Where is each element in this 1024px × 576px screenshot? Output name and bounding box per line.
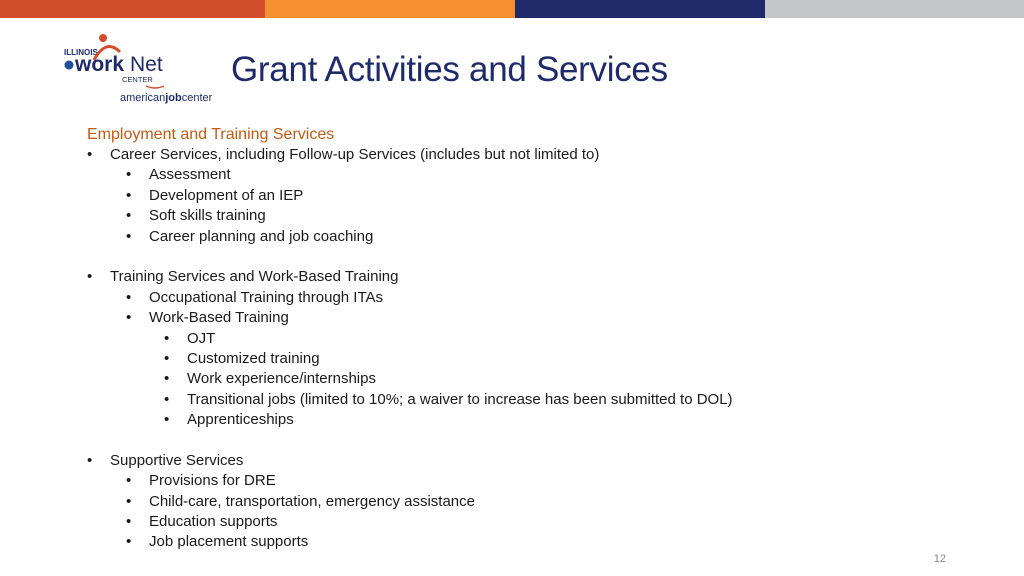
color-bar-segment-gray: [765, 0, 1024, 18]
list-item-level1: • Career Services, including Follow-up Services (includes but not limited to): [87, 145, 733, 165]
list-item-level2: • Assessment: [87, 165, 733, 185]
bullet: •: [87, 146, 93, 163]
bullet: •: [164, 329, 170, 347]
bullet: •: [126, 472, 132, 490]
logo-net-text: Net: [130, 53, 163, 76]
list-item-level2: • Career planning and job coaching: [87, 227, 733, 247]
logo-ajc-text: americanjobcenter: [120, 92, 213, 104]
logo-center-text: CENTER: [122, 75, 153, 84]
bullet: •: [164, 390, 170, 408]
section-heading: Employment and Training Services: [87, 126, 335, 143]
bullet: •: [126, 533, 132, 551]
bullet: •: [126, 288, 132, 306]
logo-dot: [65, 61, 74, 70]
list-item-level2: • Work-Based Training: [87, 308, 733, 328]
bullet: •: [87, 268, 93, 286]
list-item-level3: • Apprenticeships: [87, 410, 733, 430]
illinois-worknet-logo: [60, 30, 220, 108]
logo-ajc-swoosh: [146, 86, 164, 88]
list-item-level2: • Child-care, transportation, emergency assistance: [87, 492, 733, 512]
slide-title: Grant Activities and Services: [231, 50, 668, 89]
bullet: •: [87, 451, 93, 469]
list-item-level2: • Occupational Training through ITAs: [87, 288, 733, 308]
top-color-bar: [0, 0, 1024, 18]
list-item-level3: • Customized training: [87, 349, 733, 369]
logo-illinois-text: ILLINOIS: [64, 48, 98, 57]
list-item-level2: • Development of an IEP: [87, 186, 733, 206]
color-bar-segment-orange: [265, 0, 515, 18]
slide-content: [87, 124, 733, 553]
bullet: •: [126, 513, 132, 531]
list-item-level2: • Soft skills training: [87, 206, 733, 226]
list-item-level2: • Provisions for DRE: [87, 471, 733, 491]
list-item-level1: • Supportive Services: [87, 451, 733, 471]
bullet: •: [164, 370, 170, 388]
spacer: [87, 247, 733, 267]
color-bar-segment-navy: [515, 0, 765, 18]
bullet: •: [126, 309, 132, 327]
list-item-level2: • Education supports: [87, 512, 733, 532]
bullet: •: [126, 207, 132, 225]
list-item-level3: • Work experience/internships: [87, 369, 733, 389]
bullet: •: [126, 492, 132, 510]
color-bar-segment-red: [0, 0, 265, 18]
bullet: •: [164, 349, 170, 367]
spacer: [87, 430, 733, 450]
bullet: •: [126, 166, 132, 184]
bullet: •: [126, 186, 132, 204]
list-item-level2: • Job placement supports: [87, 532, 733, 552]
bullet: •: [164, 411, 170, 429]
bullet: •: [126, 227, 132, 245]
page-number: 12: [933, 553, 946, 565]
list-item-level1: • Training Services and Work-Based Training: [87, 267, 733, 287]
list-item-level3: • Transitional jobs (limited to 10%; a waiver to increase has been submitted to DOL): [87, 390, 733, 410]
logo-person-head: [99, 34, 107, 42]
list-item-level3: • OJT: [87, 329, 733, 349]
logo-work-text: work: [75, 53, 125, 76]
